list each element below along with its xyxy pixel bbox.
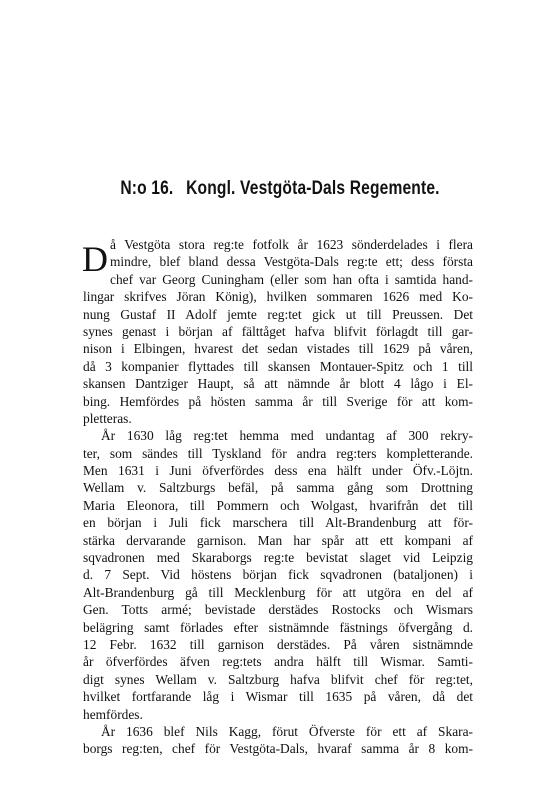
text-line: Wellam v. Saltzburgs befäl, på samma gång som Drottning: [83, 480, 473, 496]
text-line: Men 1631 i Juni öfverfördes dess ena hälft under Öfv.-Löjtn.: [83, 463, 473, 479]
text-line: ter, som sändes till Tyskland för andra reg:ters kompletterande.: [83, 445, 473, 461]
drop-cap: D: [82, 239, 108, 279]
text-line: borgs reg:ten, chef för Vestgöta-Dals, hvaraf samma år 8 kom-: [83, 741, 473, 757]
text-line: Gen. Totts armé; bevistade derstädes Rostocks och Wismars: [83, 602, 473, 618]
text-line: synes genast i början af fälttåget hafva blifvit förlagdt till gar-: [83, 323, 473, 339]
text-line: lingar skrifves Jöran König), hvilken sommaren 1626 med Ko-: [83, 289, 473, 305]
text-line: chef var Georg Cuningham (eller som han ofta i samtida hand-: [110, 271, 473, 287]
text-line: digt synes Wellam v. Saltzburg hafva blifvit chef för reg:tet,: [83, 671, 473, 687]
text-line: Alt-Brandenburg gå till Mecklenburg för att utgöra en del af: [83, 584, 473, 600]
text-line: 12 Febr. 1632 till garnison derstädes. På våren sistnämnde: [83, 636, 473, 652]
text-line: å Vestgöta stora reg:te fotfolk år 1623 sönderdelades i flera: [110, 237, 473, 252]
text-line: år öfverfördes äfven reg:tets andra hälft till Wismar. Samti-: [83, 654, 473, 670]
text-line: stärka dervarande garnison. Man har spår att ett kompani af: [83, 532, 473, 548]
regiment-number: N:o 16.: [120, 178, 174, 199]
text-line: Maria Eleonora, till Pommern och Wolgast, hvarifrån det till: [83, 497, 473, 513]
paragraph-2: [83, 427, 473, 723]
text-line: skansen Dantziger Haupt, så att nämnde år blott 4 lågo i El-: [83, 376, 473, 392]
text-line: sqvadronen med Skaraborgs reg:te bevistat slaget vid Leipzig: [83, 550, 473, 566]
text-line: en början i Juli fick marschera till Alt-Brandenburg att för-: [83, 515, 473, 531]
section-heading: [50, 178, 509, 200]
text-line: belägring samt förlades efter sistnämnde fästnings öfvergång d.: [83, 619, 473, 635]
text-line: hemfördes.: [83, 706, 143, 722]
text-line: bing. Hemfördes på hösten samma år till Sverige för att kom-: [83, 393, 473, 409]
text-line: nung Gustaf II Adolf jemte reg:tet gick ut till Preussen. Det: [83, 306, 473, 322]
body-text: [83, 236, 473, 758]
text-line: År 1636 blef Nils Kagg, förut Öfverste för ett af Skara-: [101, 723, 473, 739]
text-line: År 1630 låg reg:tet hemma med undantag af 300 rekry-: [101, 428, 473, 444]
text-line: då 3 kompanier flyttades till skansen Montauer-Spitz och 1 till: [83, 358, 473, 374]
paragraph-3: [83, 723, 473, 758]
text-line: d. 7 Sept. Vid höstens början fick sqvadronen (bataljonen) i: [83, 567, 473, 583]
text-line: hvilket fortfarande låg i Wismar till 1635 på våren, då det: [83, 689, 473, 705]
text-line: nison i Elbingen, hvarest det sedan vistades till 1629 på våren,: [83, 341, 473, 357]
paragraph-1: [83, 236, 473, 427]
regiment-title: Kongl. Vestgöta-Dals Regemente.: [186, 178, 440, 199]
text-line: pletteras.: [83, 410, 132, 426]
text-line: mindre, blef bland dessa Vestgöta-Dals reg:te ett; dess första: [110, 254, 473, 270]
